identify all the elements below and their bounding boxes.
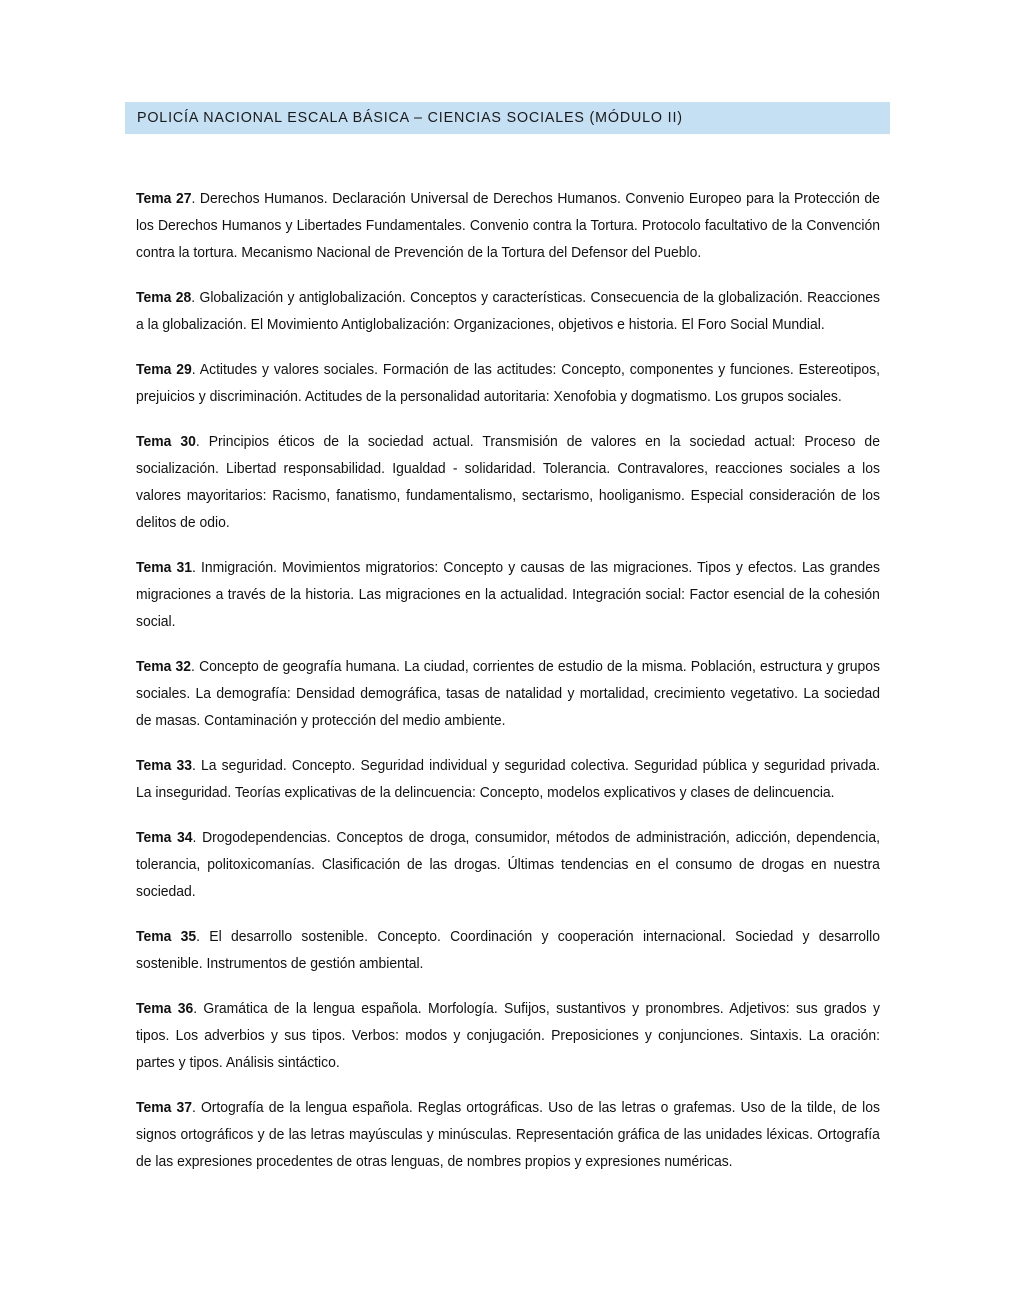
topic-number-label: Tema 32 <box>136 659 192 675</box>
topic-paragraph <box>136 924 880 978</box>
topic-paragraph <box>136 555 880 636</box>
topic-number-label: Tema 29 <box>136 362 192 378</box>
document-title: POLICÍA NACIONAL ESCALA BÁSICA – CIENCIAS SOCIALES (MÓDULO II) <box>137 109 683 126</box>
topic-number-label: Tema 33 <box>136 758 193 774</box>
topic-number-label: Tema 37 <box>136 1100 192 1116</box>
topic-body-text: . Globalización y antiglobalización. Conceptos y características. Consecuencia de la globalización. Reacciones a la globalización. El Movimiento Antiglobalización: Organizaciones, objetivos e historia. El Foro Social Mundial. <box>136 290 880 333</box>
topic-body-text: . Inmigración. Movimientos migratorios: Concepto y causas de las migraciones. Tipos y efectos. Las grandes migraciones a través de la historia. Las migraciones en la actualidad. Integración social: Factor esencial de la cohesión social. <box>136 560 880 630</box>
topic-body-text: . Gramática de la lengua española. Morfología. Sufijos, sustantivos y pronombres. Adjetivos: sus grados y tipos. Los adverbios y sus tipos. Verbos: modos y conjugación. Preposiciones y conjunciones. Sintaxis. La oración: partes y tipos. Análisis sintáctico. <box>136 1001 880 1071</box>
topic-body-text: . Actitudes y valores sociales. Formación de las actitudes: Concepto, componentes y funciones. Estereotipos, prejuicios y discriminación. Actitudes de la personalidad autoritaria: Xenofobia y dogmatismo. Los grupos sociales. <box>136 362 880 405</box>
document-header-banner <box>125 102 890 134</box>
topic-body-text: . Derechos Humanos. Declaración Universal de Derechos Humanos. Convenio Europeo para la Protección de los Derechos Humanos y Libertades Fundamentales. Convenio contra la Tortura. Protocolo facultativo de la Convención contra la tortura. Mecanismo Nacional de Prevención de la Tortura del Defensor del Pueblo. <box>136 191 880 261</box>
topic-paragraph <box>136 654 880 735</box>
topic-number-label: Tema 27 <box>136 191 192 207</box>
topic-paragraph <box>136 753 880 807</box>
topic-paragraph <box>136 186 880 267</box>
topic-number-label: Tema 36 <box>136 1001 194 1017</box>
topic-list <box>136 186 880 1176</box>
topic-number-label: Tema 28 <box>136 290 192 306</box>
topic-paragraph <box>136 996 880 1077</box>
topic-number-label: Tema 34 <box>136 830 193 846</box>
topic-body-text: . La seguridad. Concepto. Seguridad individual y seguridad colectiva. Seguridad pública y seguridad privada. La inseguridad. Teorías explicativas de la delincuencia: Concepto, modelos explicativos y clases de delincuencia. <box>136 758 880 801</box>
topic-body-text: . El desarrollo sostenible. Concepto. Coordinación y cooperación internacional. Sociedad y desarrollo sostenible. Instrumentos de gestión ambiental. <box>136 929 880 972</box>
topic-number-label: Tema 31 <box>136 560 193 576</box>
topic-paragraph <box>136 825 880 906</box>
topic-paragraph <box>136 429 880 537</box>
topic-paragraph <box>136 357 880 411</box>
topic-number-label: Tema 35 <box>136 929 197 945</box>
topic-body-text: . Principios éticos de la sociedad actual. Transmisión de valores en la sociedad actual: Proceso de socialización. Libertad responsabilidad. Igualdad - solidaridad. Tolerancia. Contravalores, reacciones sociales a los valores mayoritarios: Racismo, fanatismo, fundamentalismo, sectarismo, hooliganismo. Especial consideración de los delitos de odio. <box>136 434 880 531</box>
topic-body-text: . Ortografía de la lengua española. Reglas ortográficas. Uso de las letras o grafemas. Uso de la tilde, de los signos ortográficos y de las letras mayúsculas y minúsculas. Representación gráfica de las unidades léxicas. Ortografía de las expresiones procedentes de otras lenguas, de nombres propios y expresiones numéricas. <box>136 1100 880 1170</box>
topic-number-label: Tema 30 <box>136 434 196 450</box>
topic-body-text: . Drogodependencias. Conceptos de droga, consumidor, métodos de administración, adicción, dependencia, tolerancia, politoxicomanías. Clasificación de las drogas. Últimas tendencias en el consumo de drogas en nuestra sociedad. <box>136 830 880 900</box>
topic-paragraph <box>136 1095 880 1176</box>
topic-paragraph <box>136 285 880 339</box>
topic-body-text: . Concepto de geografía humana. La ciudad, corrientes de estudio de la misma. Población, estructura y grupos sociales. La demografía: Densidad demográfica, tasas de natalidad y mortalidad, crecimiento vegetativo. La sociedad de masas. Contaminación y protección del medio ambiente. <box>136 659 880 729</box>
